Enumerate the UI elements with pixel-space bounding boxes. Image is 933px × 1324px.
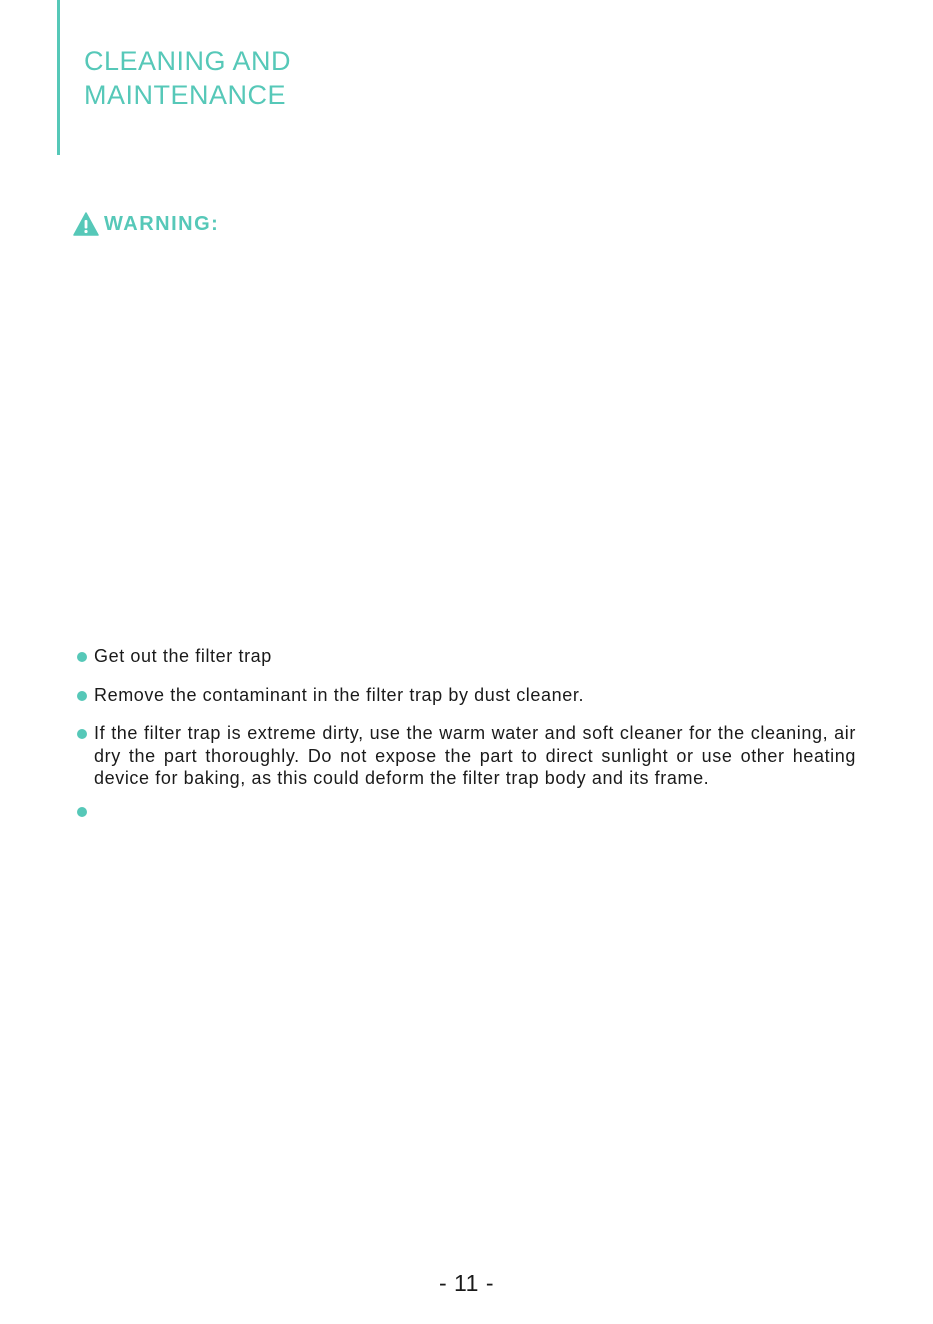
bullet-dot-icon <box>77 652 87 662</box>
bullet-dot-icon <box>77 691 87 701</box>
list-item-text: Remove the contaminant in the filter trap by dust cleaner. <box>94 684 585 705</box>
list-item-text: If the filter trap is extreme dirty, use the warm water and soft cleaner for the cleaning, air dry the part thoroughly. Do not expose the part to direct sunlight or use other heating device for baking, as this could deform the filter trap body and its frame. <box>94 723 856 788</box>
bullet-dot-icon <box>77 729 87 739</box>
list-item <box>76 722 856 790</box>
page-title-line-1: CLEANING AND <box>84 46 292 76</box>
bullet-dot-icon <box>77 807 87 817</box>
list-item <box>76 800 856 823</box>
warning-heading <box>73 212 219 236</box>
cleaning-steps-list <box>76 645 856 822</box>
list-item <box>76 684 856 707</box>
list-item <box>76 645 856 668</box>
page-title-line-2: MAINTENANCE <box>84 80 287 110</box>
warning-label: WARNING: <box>104 212 220 235</box>
warning-triangle-icon <box>73 212 99 236</box>
accent-rule <box>57 0 60 155</box>
list-item-text: Get out the filter trap <box>94 646 272 666</box>
page-title <box>84 44 291 112</box>
page-number: - 11 - <box>439 1270 494 1296</box>
